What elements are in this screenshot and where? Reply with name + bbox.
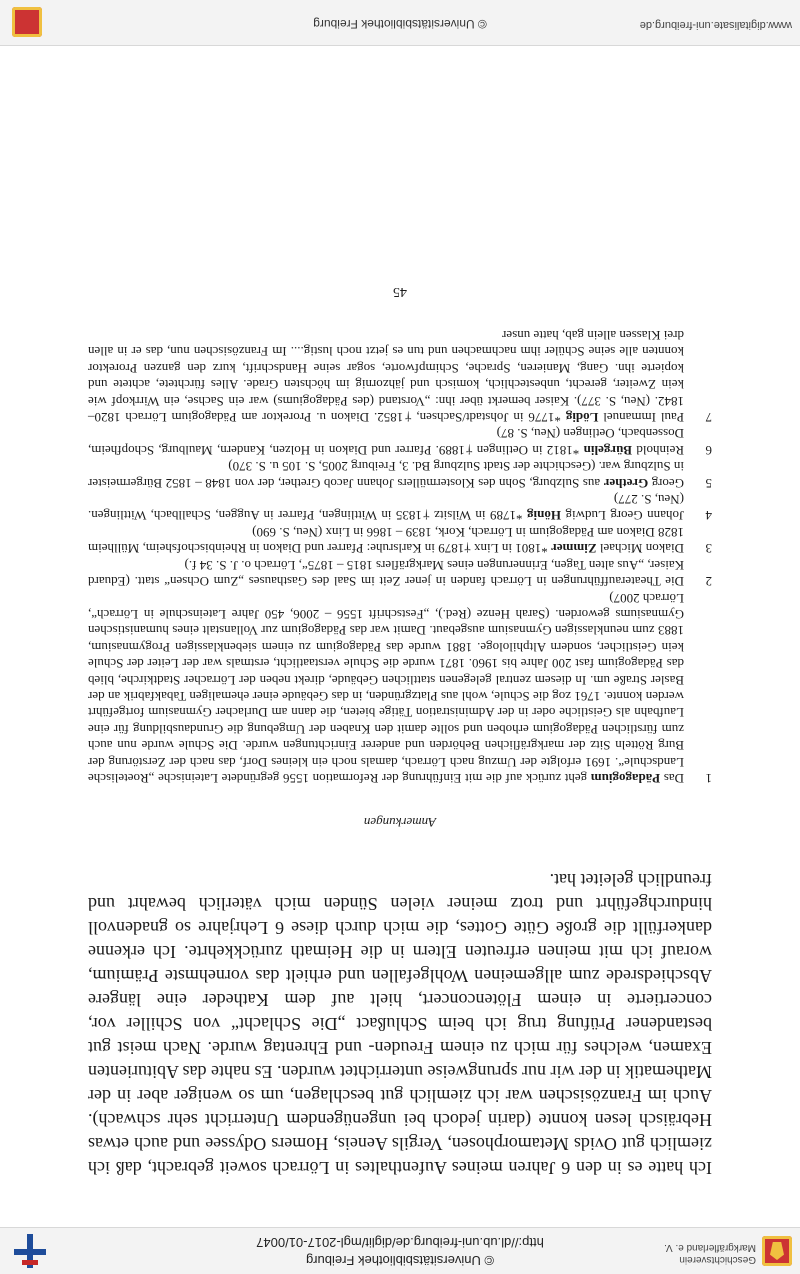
viewer-header (0, 1227, 800, 1274)
page-number: 45 (393, 283, 407, 299)
viewer-footer (0, 0, 800, 46)
footnote-3 (88, 524, 712, 557)
footnote-number: 6 (705, 442, 712, 458)
footnote-text: Reinhold (632, 442, 684, 458)
society-name-line2: Markgräflerland e. V. (664, 1242, 756, 1253)
footnote-text: *1801 in Linx †1879 in Karlsruhe: Pfarrer und Diakon in Rheinbischofsheim, Müllheim 1828 Diakon am Pädagogium in Lörrach, Kork, 1839 – 1866 in Linx (Neu, S. 690) (88, 524, 684, 557)
footnote-text: Das (660, 771, 684, 786)
footnote-text: geht zurück auf die mit Einführung der Reformation 1556 gegründete Lateinische „Roetelische Landschule“. 1691 erfolgte der Umzug nach Lörrach, damals noch ein kleines Dorf, das nach der Zerstörung der Burg Rötteln Sitz der markgräflichen Behörden und anderer Einrichtungen wurde. Die Schule wurde nun auch zum fürstlichen Pädagogium erhoben und sollte damit den Knaben der Umgebung die Grundausbildung für eine Laufbahn als Geistliche oder in der Administration Tätige bieten, die dann am Durlacher Gymnasium fortgeführt werden konnte. 1761 zog die Schule, wohl aus Platzgründen, in das Gebäude einer ehemaligen Tabakfabrik an der Basler Straße um. In diesem zentral gelegenen stattlichen Gebäude, direkt neben der Lörracher Stadtkirche, blieb das Pädagogium fast 200 Jahre bis 1960. 1871 wurde die Schule verstaatlicht, erstmals war der Leiter der Schule kein Geistlicher, sondern Altphilologe. 1881 wurde das Pädagogium zu einem siebenklassigen Progymnasium, 1883 zum neunklassigen Gymnasium ausgebaut. Damit war das Pädagogium zur Vollanstalt eines humanistischen Gymnasiums geworden. (Sarah Henze (Red.), „Festschrift 1556 – 2006, 450 Jahre Lateinschule in Lörrach“, Lörrach 2007) (88, 590, 684, 786)
page-content (88, 283, 712, 1180)
permalink[interactable]: http://dl.ub.uni-freiburg.de/diglit/mgl-2017-01/0047 (256, 1235, 544, 1250)
footnote-text: *1812 in Oetlingen †1889. Pfarrer und Diakon in Holzen, Kandern, Maulburg, Schopfheim, Dossenbach, Oetlingen (Neu, S. 87) (88, 426, 684, 458)
footnote-2 (88, 556, 712, 589)
footnote-keyword: Zimmer (551, 541, 597, 557)
footnote-text: Paul Immanuel (598, 410, 684, 426)
footnote-text: Johann Georg Ludwig (561, 508, 684, 524)
footnote-number: 1 (705, 771, 712, 786)
footnote-text: *1776 in Johstadt/Sachsen, †1852. Diakon u. Prorektor am Pädagogium Lörrach 1820–1842. (Neu, S. 377). Kaiser bemerkt über ihn: „Vorstand (des Pädagogiums) war ein Sachse, ein Wirrkopf wie kein Zweiter, gerecht, unbestechlich, komisch und jähzornig im höchsten Grade. Alles fürchtete, achtete und kopierte ihn. Gang, Manieren, Sprache, Schimpfworte, sogar seine Handschrift, kurz den ganzen Prorektor konnten alle seine Schüler ihm nachmachen und tun es jetzt noch lustig.... Im Französischen nun, das er in allen drei Klassen allein gab, hatte unser (88, 328, 684, 426)
footnote-text: Diakon Michael (596, 541, 684, 557)
footer-crest-icon (12, 7, 42, 37)
footnote-keyword: Grether (603, 475, 649, 491)
footnote-4 (88, 491, 712, 524)
footnote-number: 3 (705, 541, 712, 557)
digitalisate-link[interactable]: www.digitalisate.uni-freiburg.de (639, 19, 792, 31)
notes-heading: Anmerkungen (363, 815, 437, 830)
footnote-keyword: Lödig (565, 410, 599, 426)
copyright-notice: © Universitätsbibliothek Freiburg (305, 1253, 495, 1268)
footnote-text: Georg (648, 475, 684, 491)
footnote-1 (88, 589, 712, 786)
footnote-5 (88, 458, 712, 491)
footnote-text: *1789 in Wilsitz †1835 in Wittlingen, Pfarrer in Auggen, Schallbach, Wittlingen. (Neu, S. 277) (88, 492, 684, 524)
body-paragraph: Ich hatte es in den 6 Jahren meines Aufenthaltes in Lörrach soweit gebracht, daß ich ziemlich gut Ovids Metamorphosen, Vergils Aeneis, Homers Odyssee und auch etwas Hebräisch lesen konnte (darin jedoch bei ungenügendem Unterricht sehr schwach). Auch im Französischen war ich ziemlich gut beschlagen, um so weniger aber in der Mathematik in der wir nur sprungweise unterrichtet wurden. Es nahte das Abiturienten Examen, welches für mich zu einem Freuden- und Ehrentag wurde. Nach meist gut bestandener Prüfung trug ich beim Schlußact „Die Schlacht“ von Schiller vor, concertierte in einem Flötenconcert, hielt auf dem Katheder eine längere Abschiedsrede zum allgemeinen Wohlgefallen und erhielt das vornehmste Prämium, worauf ich mit meinen erfreuten Eltern in die Heimath zurückkehrte. Ich erkenne dankerfüllt die große Güte Gottes, die mich durch diese 6 Lehrjahre so gnadenvoll hindurchgeführt und trotz meiner vielen Sünden mich väterlich bewahrt und freundlich geleitet hat. (88, 870, 712, 1178)
footnote-number: 5 (705, 475, 712, 491)
university-library-logo-icon (10, 1234, 50, 1268)
footnote-keyword: Bürgelin (583, 442, 633, 458)
footnote-6 (88, 425, 712, 458)
notes-list (88, 327, 712, 786)
footnote-number: 4 (705, 508, 712, 524)
footnote-number: 7 (705, 410, 712, 426)
footnote-keyword: Hönig (527, 508, 561, 524)
footnote-keyword: Pädagogium (590, 771, 661, 786)
footnote-7 (88, 327, 712, 425)
footnote-number: 2 (705, 574, 712, 590)
footnote-text: aus Sulzburg, Sohn des Klostermüllers Johann Jacob Grether, der von 1848 – 1852 Bürgermeister in Sulzburg war. (Geschichte der Stadt Sulzburg Bd. 3, Freiburg 2005, S. 105 u. S. 370) (88, 459, 684, 491)
footnote-text: Die Theateraufführungen in Lörrach fanden in jener Zeit im Saal des Gasthauses „Zum Ochsen“ statt. (Eduard Kaiser, „Aus alten Tagen, Erinnerungen eines Markgräflers 1815 – 1875“, Lörrach o. J. S. 34 f.) (88, 557, 684, 590)
society-name-line1: Geschichtsverein (679, 1254, 756, 1265)
footer-copyright: © Universitätsbibliothek Freiburg (313, 17, 487, 31)
